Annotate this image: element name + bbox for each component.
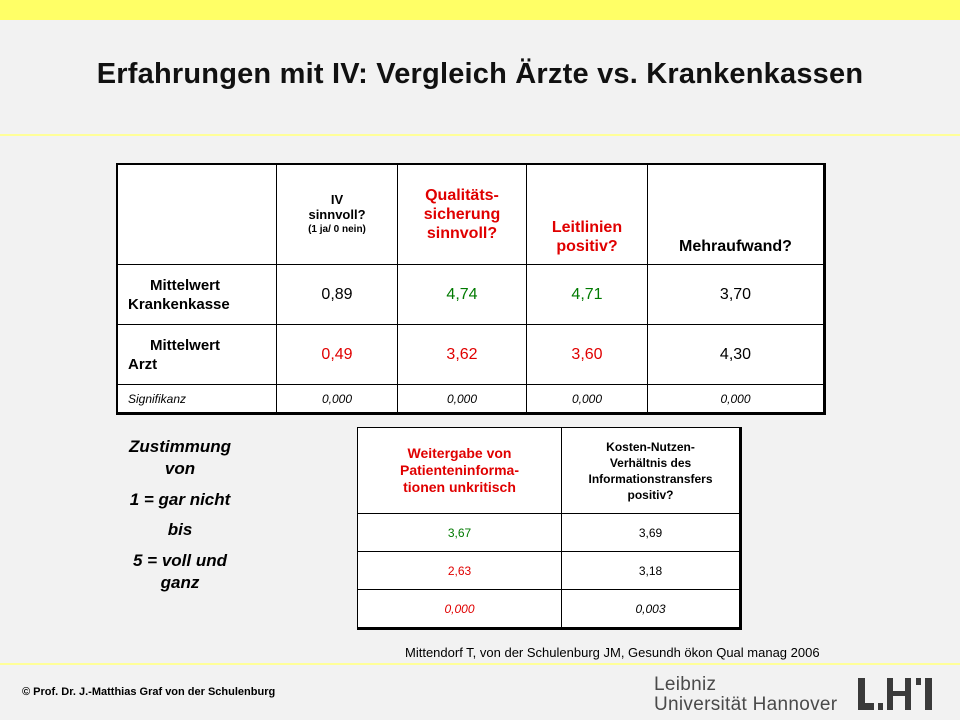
legend-text: von — [164, 459, 196, 478]
table-cell: 4,74 — [398, 265, 527, 325]
header-kosten-nutzen — [562, 428, 741, 514]
header-text: Patienteninforma- — [399, 462, 519, 478]
row-label — [117, 265, 277, 325]
comparison-table — [116, 163, 826, 415]
table-cell: 0,000 — [277, 385, 398, 414]
header-text: sinnvoll? — [426, 225, 498, 242]
header-text: Kosten-Nutzen- — [606, 439, 695, 454]
table-cell: 2,63 — [358, 552, 562, 590]
header-text: sinnvoll? — [308, 207, 366, 222]
table-cell: 0,003 — [562, 590, 741, 629]
header-iv-sinnvoll — [277, 164, 398, 265]
table-cell: 0,000 — [527, 385, 648, 414]
table-cell: 0,89 — [277, 265, 398, 325]
table-cell: 3,62 — [398, 325, 527, 385]
row-label-text: Mittelwert — [150, 276, 221, 294]
header-mehraufwand — [648, 164, 825, 265]
header-weitergabe — [358, 428, 562, 514]
table-cell: 0,49 — [277, 325, 398, 385]
row-label-text: Mittelwert — [150, 336, 221, 354]
table-row — [358, 552, 741, 590]
table-cell: 3,60 — [527, 325, 648, 385]
empty-header-cell — [117, 164, 277, 265]
legend-text: bis — [167, 520, 193, 539]
header-leitlinien — [527, 164, 648, 265]
header-text: IV — [330, 192, 344, 207]
table-cell: 0,000 — [398, 385, 527, 414]
header-qualitaetssicherung — [398, 164, 527, 265]
row-label-text: Krankenkasse — [128, 295, 230, 313]
header-text: tionen unkritisch — [403, 479, 516, 495]
bottom-divider — [0, 663, 960, 665]
scale-legend — [100, 436, 260, 594]
luh-logo-icon — [856, 676, 936, 712]
header-text: Weitergabe von — [407, 445, 512, 461]
table-header-row — [117, 164, 825, 265]
header-text: Verhältnis des — [609, 455, 692, 470]
logo-line: Leibniz — [654, 674, 717, 695]
row-label — [117, 325, 277, 385]
row-label: Signifikanz — [117, 385, 277, 414]
legend-text: Zustimmung — [129, 437, 231, 456]
table-cell: 3,70 — [648, 265, 825, 325]
header-text: Qualitäts- — [425, 187, 499, 204]
table-cell: 3,69 — [562, 514, 741, 552]
table-header-row — [358, 428, 741, 514]
citation: Mittendorf T, von der Schulenburg JM, Gesundh ökon Qual manag 2006 — [405, 645, 820, 660]
legend-text: 5 = voll und — [133, 551, 227, 570]
header-text: positiv? — [627, 487, 674, 502]
table-cell: 0,000 — [648, 385, 825, 414]
header-text: Leitlinien — [551, 219, 623, 236]
table-cell: 4,71 — [527, 265, 648, 325]
header-text: Mehraufwand? — [679, 238, 792, 255]
copyright: © Prof. Dr. J.-Matthias Graf von der Schulenburg — [22, 686, 276, 698]
table-cell: 3,18 — [562, 552, 741, 590]
header-text: positiv? — [556, 238, 618, 255]
top-accent-bar — [0, 0, 960, 20]
table-cell: 0,000 — [358, 590, 562, 629]
header-note: (1 ja/ 0 nein) — [308, 224, 366, 235]
table-row — [358, 590, 741, 629]
header-text: Informationstransfers — [588, 471, 713, 486]
row-label-text: Arzt — [128, 355, 158, 373]
table-cell: 4,30 — [648, 325, 825, 385]
legend-text: ganz — [160, 573, 200, 592]
significance-row — [117, 385, 825, 414]
table-row — [358, 514, 741, 552]
logo-line: Universität Hannover — [654, 694, 838, 715]
table-row — [117, 325, 825, 385]
information-transfer-table — [357, 427, 742, 630]
header-text: sicherung — [423, 206, 501, 223]
university-logo-text — [654, 675, 837, 715]
legend-text: 1 = gar nicht — [129, 490, 231, 509]
top-divider — [0, 134, 960, 136]
table-row — [117, 265, 825, 325]
table-cell: 3,67 — [358, 514, 562, 552]
slide-title: Erfahrungen mit IV: Vergleich Ärzte vs. Krankenkassen — [96, 58, 864, 90]
